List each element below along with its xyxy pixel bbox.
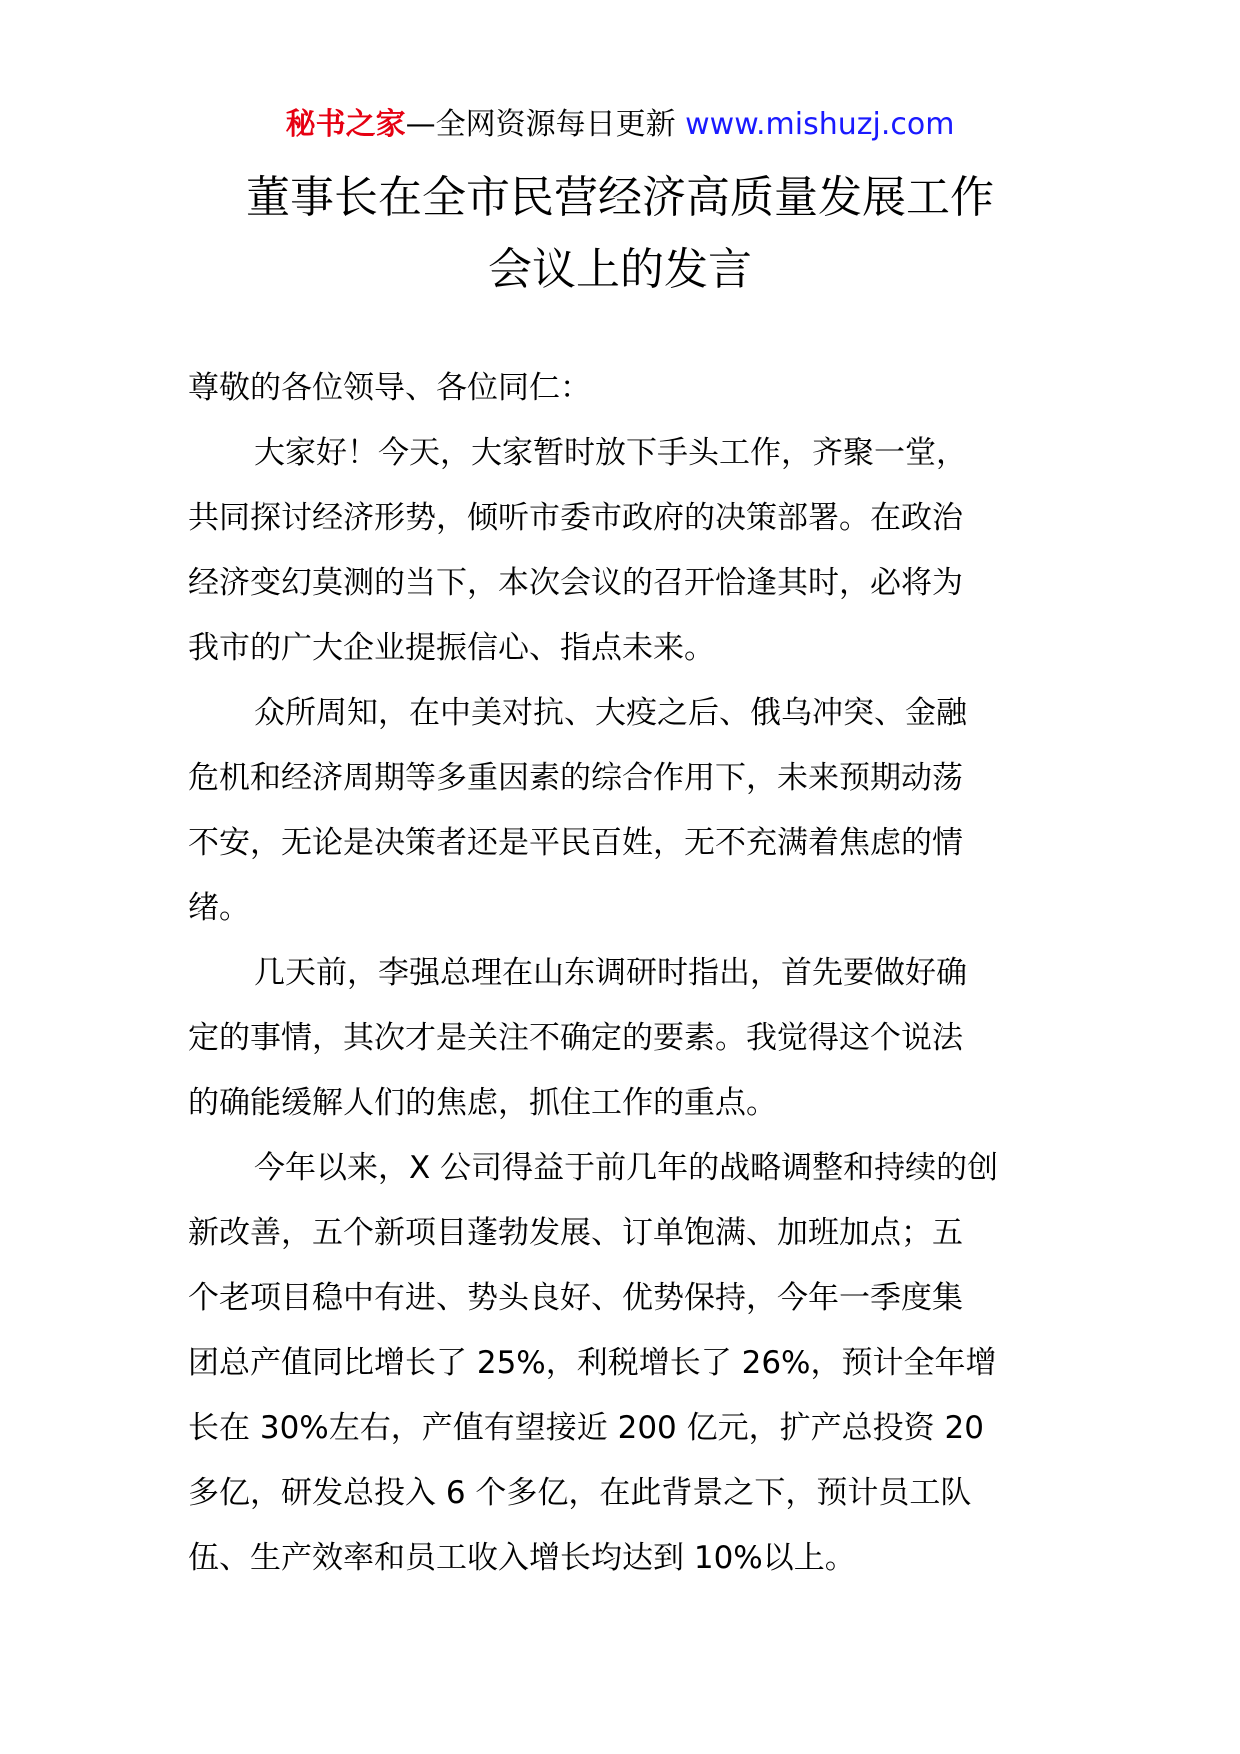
- document-body: [188, 356, 1058, 1591]
- paragraph-line: 团总产值同比增长了 25%，利税增长了 26%，预计全年增: [188, 1345, 997, 1381]
- paragraph-line: 众所周知，在中美对抗、大疫之后、俄乌冲突、金融: [254, 695, 967, 731]
- paragraph-line: 多亿，研发总投入 6 个多亿，在此背景之下，预计员工队: [188, 1475, 972, 1511]
- paragraph-line: 定的事情，其次才是关注不确定的要素。我觉得这个说法: [188, 1020, 963, 1056]
- paragraph-line: 共同探讨经济形势，倾听市委市政府的决策部署。在政治: [188, 500, 963, 536]
- paragraph-line: 伍、生产效率和员工收入增长均达到 10%以上。: [188, 1540, 856, 1576]
- paragraph-line: 我市的广大企业提振信心、指点未来。: [188, 630, 715, 666]
- paragraph-line: 绪。: [188, 890, 250, 926]
- paragraph-line: 不安，无论是决策者还是平民百姓，无不充满着焦虑的情: [188, 825, 963, 861]
- paragraph-1: [188, 421, 1058, 681]
- paragraph-4: [188, 1136, 1058, 1591]
- paragraph-line: 长在 30%左右，产值有望接近 200 亿元，扩产总投资 20: [188, 1410, 984, 1446]
- paragraph-line: 个老项目稳中有进、势头良好、优势保持，今年一季度集: [188, 1280, 963, 1316]
- header-slogan: —全网资源每日更新: [405, 107, 676, 142]
- site-url-link[interactable]: www.mishuzj.com: [685, 107, 955, 142]
- paragraph-line: 新改善，五个新项目蓬勃发展、订单饱满、加班加点；五: [188, 1215, 963, 1251]
- paragraph-line: 经济变幻莫测的当下，本次会议的召开恰逢其时，必将为: [188, 565, 963, 601]
- title-line-1: 董事长在全市民营经济高质量发展工作: [246, 172, 994, 223]
- greeting-line: 尊敬的各位领导、各位同仁：: [188, 370, 591, 406]
- title-line-2: 会议上的发言: [488, 244, 752, 295]
- site-header: [0, 100, 1240, 150]
- paragraph-2: [188, 681, 1058, 941]
- paragraph-3: [188, 941, 1058, 1136]
- paragraph-line: 今年以来，X 公司得益于前几年的战略调整和持续的创: [254, 1150, 999, 1186]
- document-title: [0, 162, 1240, 306]
- paragraph-line: 几天前，李强总理在山东调研时指出，首先要做好确: [254, 955, 967, 991]
- paragraph-line: 危机和经济周期等多重因素的综合作用下，未来预期动荡: [188, 760, 963, 796]
- paragraph-line: 的确能缓解人们的焦虑，抓住工作的重点。: [188, 1085, 777, 1121]
- paragraph-line: 大家好！今天，大家暂时放下手头工作，齐聚一堂，: [254, 435, 967, 471]
- brand-name: 秘书之家: [285, 107, 406, 142]
